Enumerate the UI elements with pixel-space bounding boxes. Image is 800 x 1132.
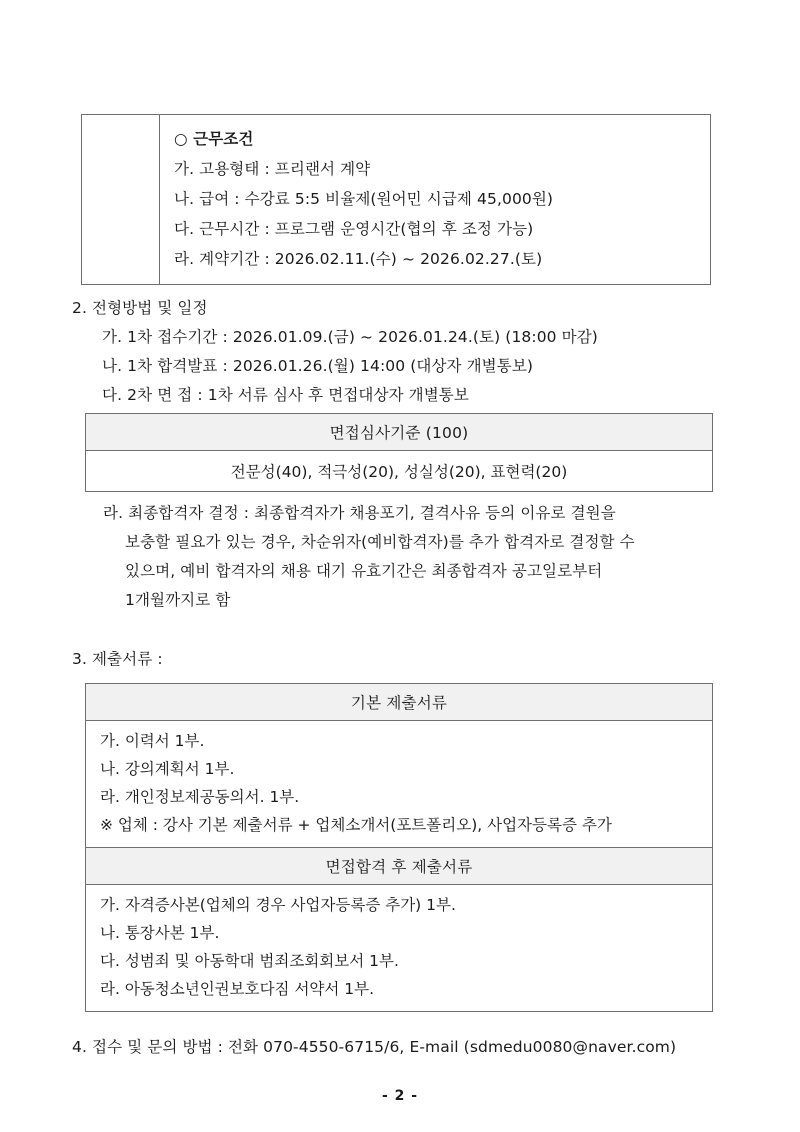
- basic-docs-item-lecture-plan: 나. 강의계획서 1부.: [100, 760, 235, 778]
- final-selection-note-line-1: 라. 최종합격자 결정 : 최종합격자가 채용포기, 결격사유 등의 이유로 결원을: [103, 504, 616, 522]
- basic-docs-header: 기본 제출서류: [86, 684, 713, 721]
- basic-docs-item-company-note: ※ 업체 : 강사 기본 제출서류 + 업체소개서(포트폴리오), 사업자등록증 추가: [100, 816, 612, 834]
- table-row: [86, 451, 713, 492]
- work-conditions-table: [81, 114, 711, 285]
- submission-documents-table: [85, 683, 713, 1012]
- interview-criteria-table: [85, 413, 713, 492]
- post-interview-docs-item-child-rights-pledge: 라. 아동청소년인권보호다짐 서약서 1부.: [100, 980, 375, 998]
- post-interview-docs-item-certificate: 가. 자격증사본(업체의 경우 사업자등록증 추가) 1부.: [100, 896, 456, 914]
- table-header-row: [86, 848, 713, 885]
- final-selection-note-line-4: 1개월까지로 함: [125, 591, 231, 609]
- table-row: [82, 115, 711, 285]
- work-conditions-label-cell: [82, 115, 160, 285]
- post-interview-docs-item-criminal-record: 다. 성범죄 및 아동학대 범죄조회회보서 1부.: [100, 952, 399, 970]
- section-3-block: [72, 645, 163, 674]
- section-2-item-first-round-result: 나. 1차 합격발표 : 2026.01.26.(월) 14:00 (대상자 개별통보): [102, 357, 534, 375]
- basic-docs-item-resume: 가. 이력서 1부.: [100, 732, 205, 750]
- final-selection-note-line-2: 보충할 필요가 있는 경우, 차순위자(예비합격자)를 추가 합격자로 결정할 수: [125, 533, 635, 551]
- section-2-block: [72, 294, 598, 410]
- table-row: [86, 721, 713, 848]
- post-interview-docs-item-bankbook: 나. 통장사본 1부.: [100, 924, 220, 942]
- section-2-heading-text: 2. 전형방법 및 일정: [72, 299, 208, 317]
- interview-criteria-body: 전문성(40), 적극성(20), 성실성(20), 표현력(20): [86, 451, 713, 492]
- work-conditions-item-pay: 나. 급여 : 수강료 5:5 비율제(원어민 시급제 45,000원): [174, 190, 554, 208]
- table-header-row: [86, 684, 713, 721]
- work-conditions-content-cell: [160, 115, 711, 285]
- basic-docs-list-cell: [86, 721, 713, 848]
- section-3-heading-text: 3. 제출서류 :: [72, 650, 163, 668]
- basic-docs-item-privacy-consent: 라. 개인정보제공동의서. 1부.: [100, 788, 300, 806]
- work-conditions-item-hours: 다. 근무시간 : 프로그램 운영시간(협의 후 조정 가능): [174, 220, 534, 238]
- work-conditions-item-contract-period: 라. 계약기간 : 2026.02.11.(수) ~ 2026.02.27.(토): [174, 250, 543, 268]
- page-number: - 2 -: [381, 1088, 419, 1104]
- post-interview-docs-list-cell: [86, 885, 713, 1012]
- section-2-item-first-round-application: 가. 1차 접수기간 : 2026.01.09.(금) ~ 2026.01.24.(토) (18:00 마감): [102, 328, 598, 346]
- section-4-contact-block: [72, 1033, 676, 1062]
- table-header-row: [86, 414, 713, 451]
- final-selection-note: [85, 499, 635, 615]
- final-selection-note-line-3: 있으며, 예비 합격자의 채용 대기 유효기간은 최종합격자 공고일로부터: [125, 562, 603, 580]
- table-row: [86, 885, 713, 1012]
- work-conditions-item-employment: 가. 고용형태 : 프리랜서 계약: [174, 160, 371, 178]
- section-2-item-second-round-interview: 다. 2차 면 접 : 1차 서류 심사 후 면접대상자 개별통보: [102, 386, 469, 404]
- work-conditions-title: ○ 근무조건: [174, 130, 254, 148]
- section-4-contact-text: 4. 접수 및 문의 방법 : 전화 070-4550-6715/6, E-mail (sdmedu0080@naver.com): [72, 1038, 677, 1056]
- interview-criteria-header: 면접심사기준 (100): [86, 414, 713, 451]
- post-interview-docs-header: 면접합격 후 제출서류: [86, 848, 713, 885]
